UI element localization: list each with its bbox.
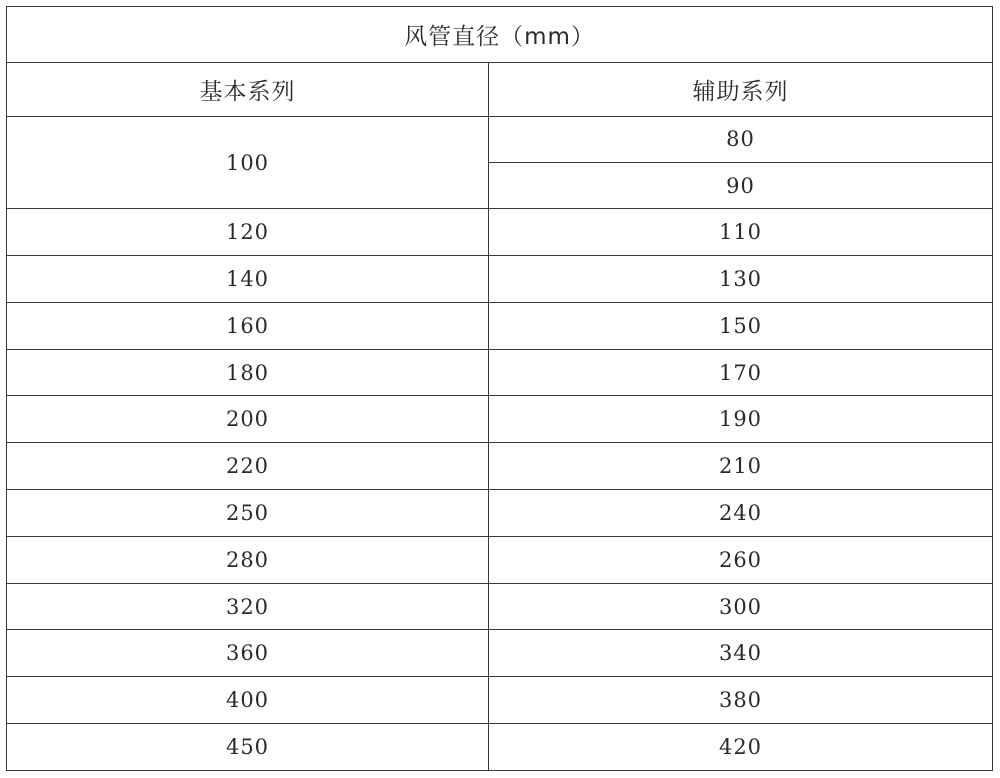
cell-auxiliary: 150 xyxy=(489,302,993,349)
table-title: 风管直径（mm） xyxy=(7,7,993,63)
cell-auxiliary: 240 xyxy=(489,490,993,537)
cell-auxiliary: 190 xyxy=(489,396,993,443)
cell-basic: 360 xyxy=(7,630,489,677)
cell-basic: 120 xyxy=(7,209,489,256)
table-body xyxy=(7,7,993,771)
table-row xyxy=(7,677,993,724)
cell-auxiliary: 80 xyxy=(489,116,993,162)
cell-basic: 320 xyxy=(7,583,489,630)
duct-diameter-table-container xyxy=(6,6,992,771)
table-row xyxy=(7,349,993,396)
cell-auxiliary: 260 xyxy=(489,536,993,583)
cell-basic: 400 xyxy=(7,677,489,724)
cell-basic: 140 xyxy=(7,256,489,303)
cell-basic: 200 xyxy=(7,396,489,443)
table-row xyxy=(7,490,993,537)
table-row xyxy=(7,443,993,490)
cell-basic: 160 xyxy=(7,302,489,349)
table-row xyxy=(7,209,993,256)
cell-basic: 180 xyxy=(7,349,489,396)
cell-basic: 250 xyxy=(7,490,489,537)
title-row xyxy=(7,7,993,63)
table-row xyxy=(7,583,993,630)
cell-basic: 450 xyxy=(7,724,489,771)
cell-basic: 220 xyxy=(7,443,489,490)
cell-auxiliary: 110 xyxy=(489,209,993,256)
cell-auxiliary: 380 xyxy=(489,677,993,724)
header-row xyxy=(7,63,993,116)
table-row xyxy=(7,396,993,443)
table-row xyxy=(7,536,993,583)
cell-auxiliary: 210 xyxy=(489,443,993,490)
cell-auxiliary: 170 xyxy=(489,349,993,396)
header-auxiliary-series: 辅助系列 xyxy=(489,63,993,116)
cell-auxiliary: 300 xyxy=(489,583,993,630)
table-row xyxy=(7,256,993,303)
cell-auxiliary: 340 xyxy=(489,630,993,677)
table-row xyxy=(7,630,993,677)
duct-diameter-table xyxy=(6,6,993,771)
cell-auxiliary: 90 xyxy=(489,163,993,209)
table-row xyxy=(7,302,993,349)
table-row xyxy=(7,724,993,771)
cell-auxiliary: 130 xyxy=(489,256,993,303)
cell-basic: 100 xyxy=(7,116,489,209)
cell-auxiliary: 420 xyxy=(489,724,993,771)
table-row-first-a xyxy=(7,116,993,162)
header-basic-series: 基本系列 xyxy=(7,63,489,116)
cell-basic: 280 xyxy=(7,536,489,583)
